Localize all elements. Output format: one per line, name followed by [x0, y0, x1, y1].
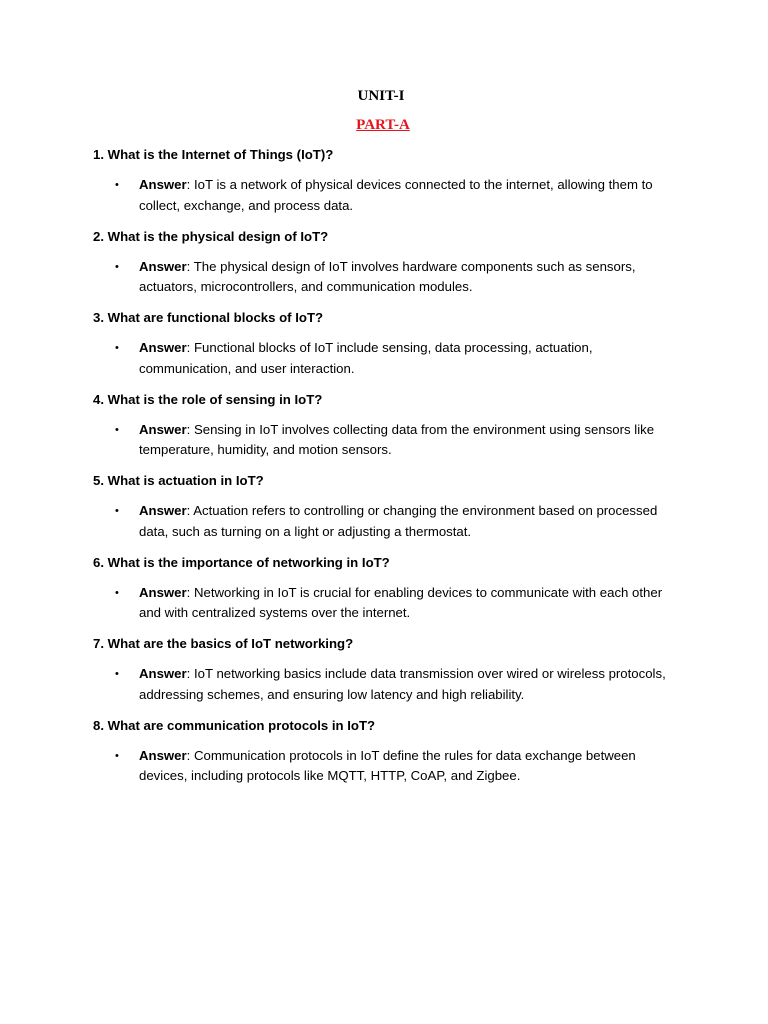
answer-text: : Actuation refers to controlling or changing the environment based on processed data, such as turning on a light or adjusting a thermostat.	[139, 503, 658, 539]
answer-paragraph	[115, 338, 679, 379]
question-text: 3. What are functional blocks of IoT?	[93, 310, 324, 325]
question-text: 7. What are the basics of IoT networking?	[93, 636, 354, 651]
answer-label: Answer	[139, 503, 187, 518]
answer-label: Answer	[139, 421, 187, 437]
bullet-icon: •	[115, 179, 119, 191]
answer-paragraph	[115, 175, 679, 216]
qa-item	[93, 226, 693, 308]
answer-text: : IoT is a network of physical devices connected to the internet, allowing them to collect, exchange, and process data.	[139, 177, 653, 213]
question-text: 4. What is the role of sensing in IoT?	[93, 391, 323, 407]
qa-item	[93, 389, 693, 471]
bullet-icon: •	[115, 342, 119, 354]
answer-label: Answer	[139, 584, 187, 600]
bullet-icon: •	[115, 749, 119, 762]
answer-text: : IoT networking basics include data transmission over wired or wireless protocols, addressing schemes, and ensuring low latency and high reliability.	[139, 666, 666, 702]
answer-text: : Sensing in IoT involves collecting data from the environment using sensors like temperature, humidity, and motion sensors.	[139, 421, 655, 457]
answer-label: Answer	[139, 177, 187, 192]
qa-item	[93, 633, 693, 715]
qa-item	[93, 470, 693, 552]
unit-title: UNIT-I	[357, 88, 405, 104]
bullet-icon: •	[115, 505, 119, 517]
answer-label: Answer	[139, 666, 187, 681]
qa-item	[93, 144, 693, 226]
qa-item	[93, 552, 693, 634]
answer-paragraph	[115, 746, 679, 787]
answer-label: Answer	[139, 258, 187, 274]
answer-paragraph	[115, 420, 679, 461]
question-text: 2. What is the physical design of IoT?	[93, 228, 329, 244]
answer-text: : The physical design of IoT involves hardware components such as sensors, actuators, microcontrollers, and communication modules.	[139, 258, 636, 294]
answer-label: Answer	[139, 340, 187, 355]
answer-text: : Networking in IoT is crucial for enabling devices to communicate with each other and with centralized systems over the internet.	[139, 584, 663, 620]
question-text: 1. What is the Internet of Things (IoT)?	[93, 147, 334, 162]
answer-paragraph	[115, 583, 679, 624]
qa-item	[93, 307, 693, 389]
bullet-icon: •	[115, 586, 119, 599]
qa-item	[93, 715, 693, 797]
answer-text: : Communication protocols in IoT define the rules for data exchange between devices, including protocols like MQTT, HTTP, CoAP, and Zigbee.	[139, 747, 636, 783]
question-text: 8. What are communication protocols in IoT?	[93, 717, 376, 733]
bullet-icon: •	[115, 668, 119, 680]
question-answer-list	[93, 144, 693, 796]
answer-text: : Functional blocks of IoT include sensing, data processing, actuation, communication, and user interaction.	[139, 340, 593, 376]
answer-label: Answer	[139, 747, 187, 763]
answer-paragraph	[115, 501, 679, 542]
answer-paragraph	[115, 664, 679, 705]
question-text: 6. What is the importance of networking in IoT?	[93, 554, 390, 570]
part-title: PART-A	[356, 117, 410, 133]
question-text: 5. What is actuation in IoT?	[93, 473, 264, 488]
bullet-icon: •	[115, 423, 119, 436]
answer-paragraph	[115, 257, 679, 298]
bullet-icon: •	[115, 260, 119, 273]
